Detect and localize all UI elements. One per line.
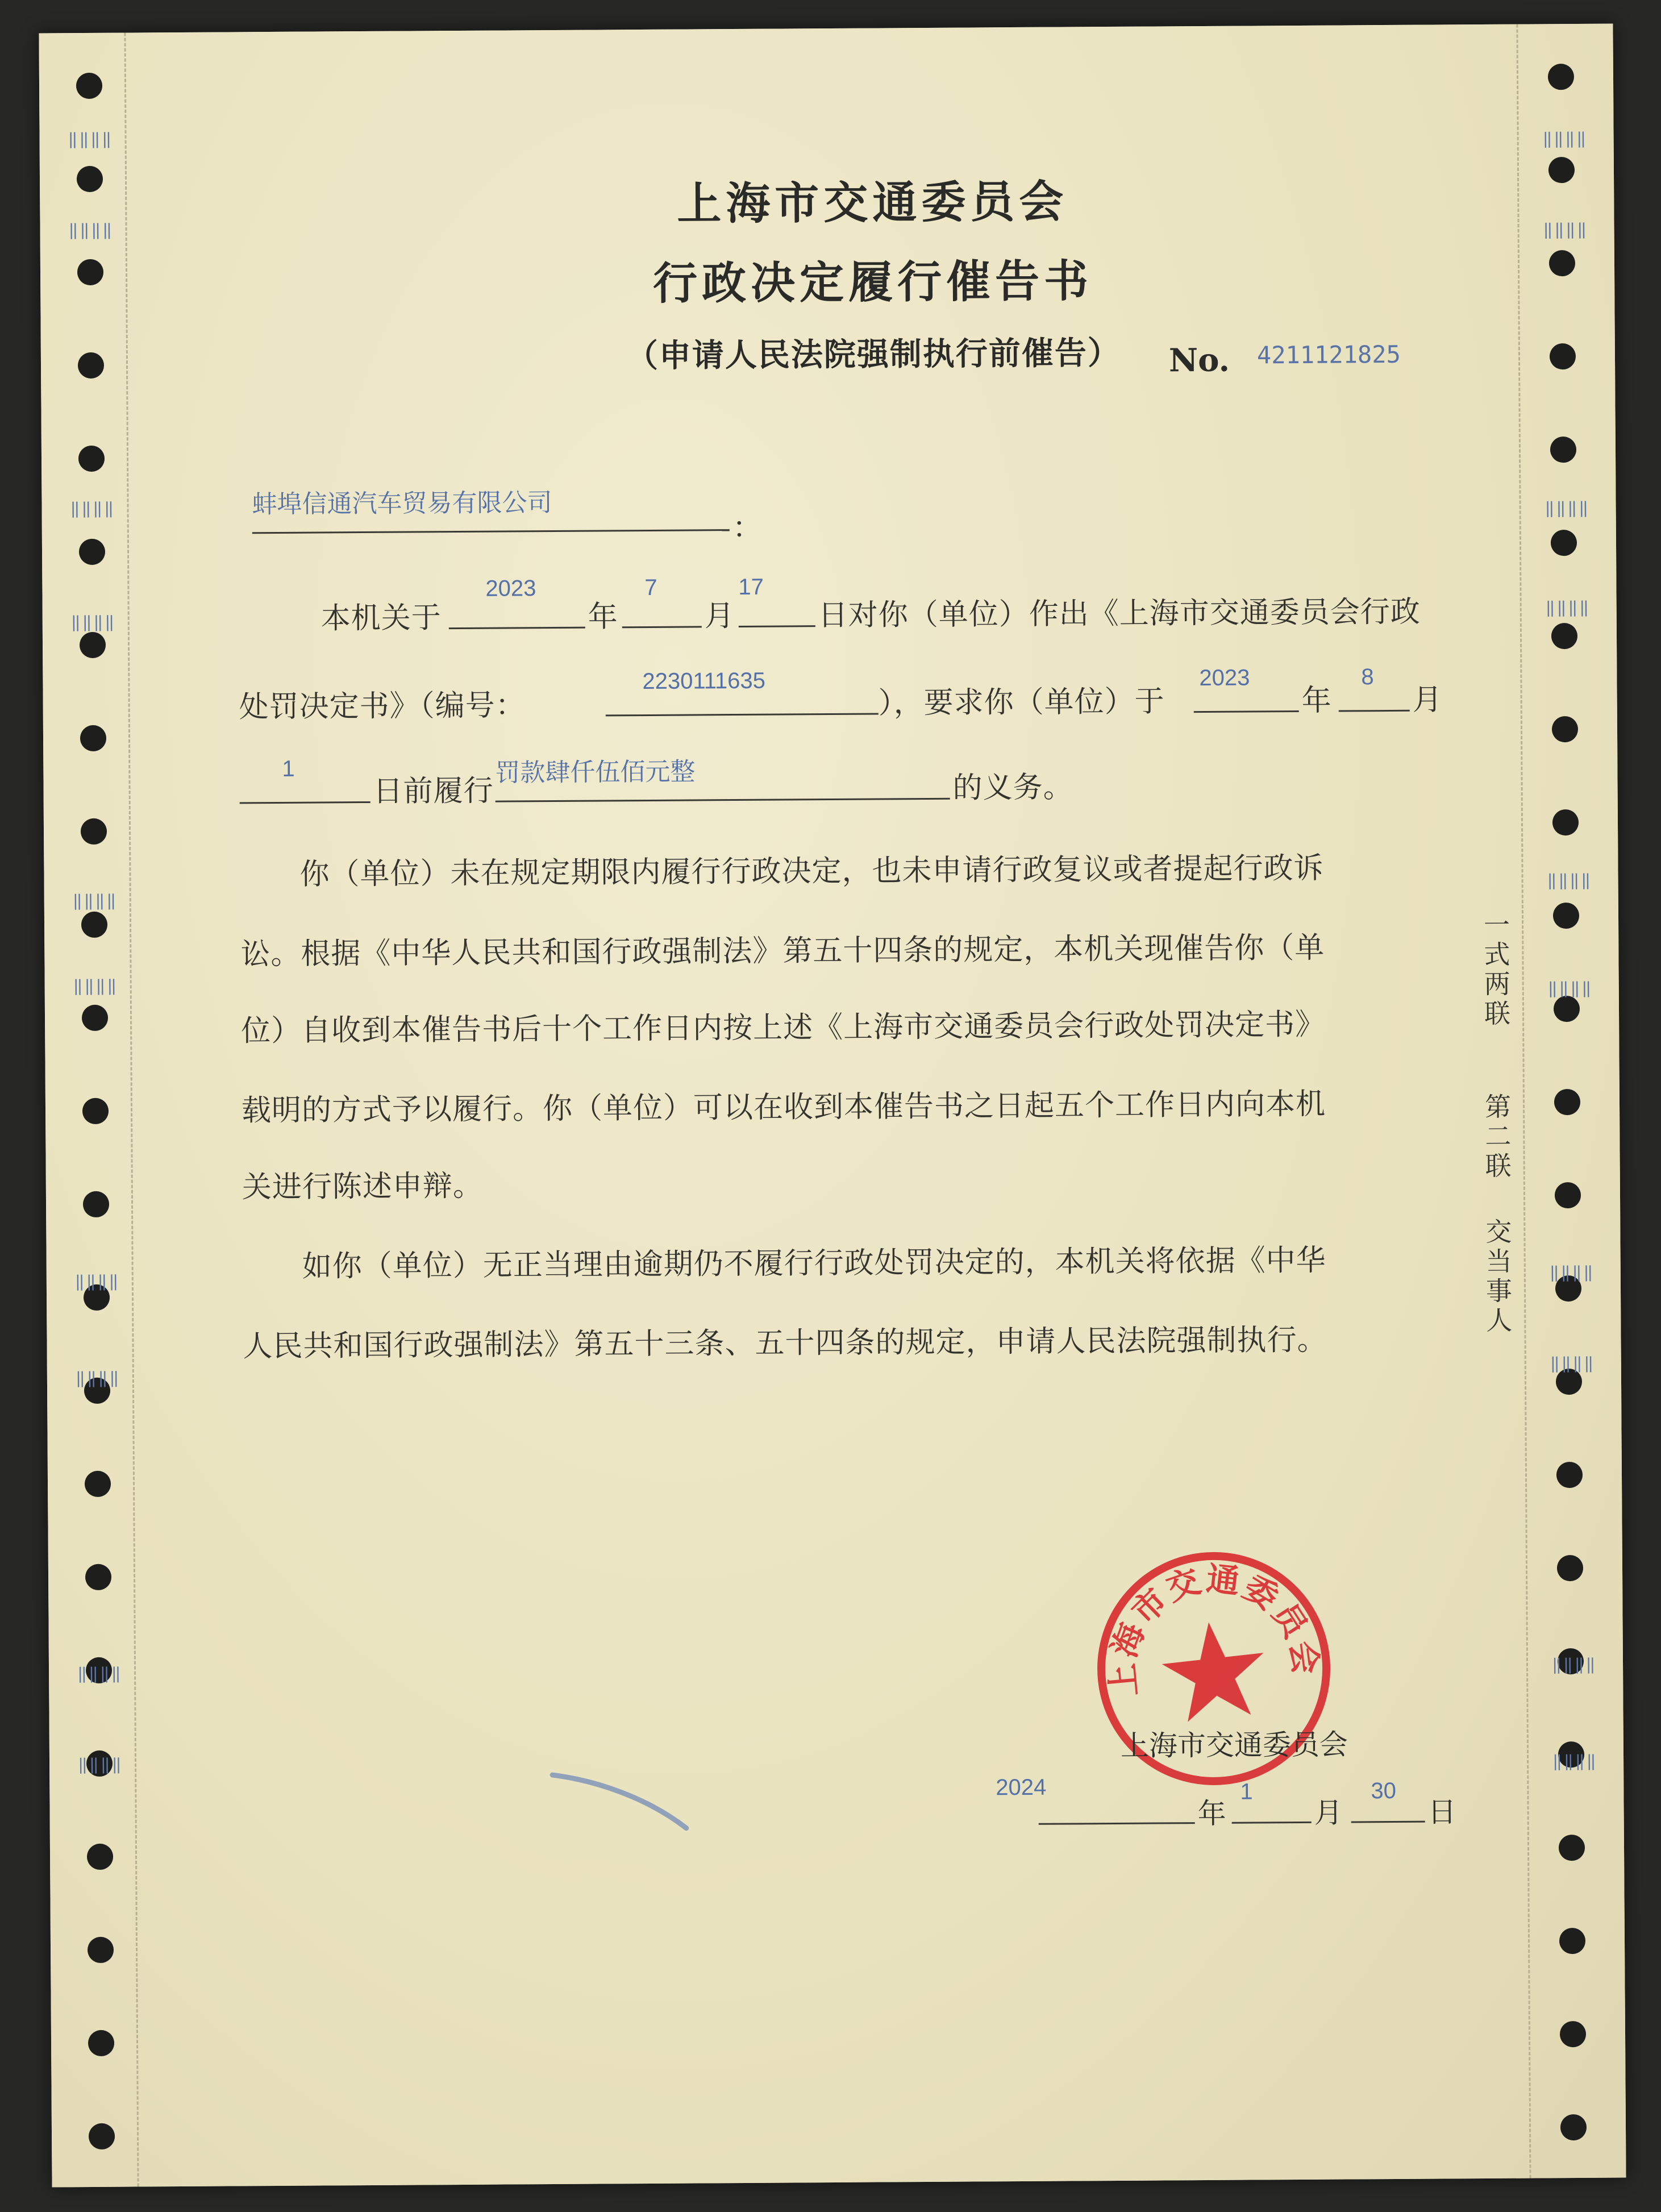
pen-mark bbox=[549, 1763, 692, 1832]
tractor-hole bbox=[1553, 903, 1579, 929]
tractor-hole bbox=[88, 1937, 114, 1963]
fill-underline bbox=[1039, 1822, 1195, 1825]
tractor-hole bbox=[1560, 2114, 1587, 2140]
case-number: 2230111635 bbox=[642, 668, 766, 695]
para2-line: 关进行陈述申辩。 bbox=[242, 1169, 484, 1205]
recipient-name: 蚌埠信通汽车贸易有限公司 bbox=[252, 488, 552, 519]
year-char: 年 bbox=[588, 600, 618, 634]
tractor-hole bbox=[78, 446, 105, 472]
tractor-hole bbox=[76, 73, 102, 99]
document-sheet bbox=[39, 24, 1626, 2188]
edge-print-mark: ‖‖‖‖ bbox=[72, 891, 118, 910]
tractor-hole bbox=[87, 1844, 113, 1870]
fill-underline bbox=[1232, 1822, 1312, 1824]
tractor-hole bbox=[82, 1005, 108, 1031]
decision-month: 7 bbox=[644, 575, 657, 601]
obligation-amount: 罚款肆仟伍佰元整 bbox=[495, 757, 696, 788]
tractor-hole bbox=[1555, 1182, 1581, 1208]
para1-text: 本机关于 bbox=[320, 601, 442, 636]
tractor-hole bbox=[1560, 2021, 1586, 2047]
para2-line: 你（单位）未在规定期限内履行行政决定，也未申请行政复议或者提起行政诉 bbox=[299, 851, 1324, 892]
edge-print-mark: ‖‖‖‖ bbox=[1543, 219, 1589, 239]
fill-underline bbox=[1339, 710, 1410, 712]
edge-print-mark: ‖‖‖‖ bbox=[1547, 978, 1593, 998]
tractor-hole bbox=[1559, 1928, 1585, 1954]
issuer-signature: 上海市交通委员会 bbox=[1120, 1728, 1348, 1762]
edge-print-mark: ‖‖‖‖ bbox=[1549, 1262, 1595, 1282]
para1-text: 日前履行 bbox=[373, 774, 494, 809]
recipient-colon: ： bbox=[732, 510, 763, 546]
edge-print-mark: ‖‖‖‖ bbox=[1542, 128, 1588, 148]
document-title: 行政决定履行催告书 bbox=[652, 255, 1093, 310]
fill-underline bbox=[606, 713, 879, 716]
document-subtitle: （申请人民法院强制执行前催告） bbox=[626, 334, 1121, 375]
para1-text: 的义务。 bbox=[952, 770, 1073, 805]
tractor-hole bbox=[1559, 1835, 1585, 1861]
para1-text: ），要求你（单位）于 bbox=[878, 684, 1165, 721]
issuer-heading: 上海市交通委员会 bbox=[677, 176, 1068, 230]
edge-print-mark: ‖‖‖‖ bbox=[75, 1368, 121, 1388]
para3-line: 如你（单位）无正当理由逾期仍不履行行政处罚决定的，本机关将依据《中华 bbox=[302, 1243, 1326, 1284]
edge-print-mark: ‖‖‖‖ bbox=[1552, 1751, 1598, 1771]
fill-underline bbox=[449, 627, 585, 629]
copy-number-note: 第二联 bbox=[1480, 1092, 1512, 1182]
copy-recipient-note: 交当事人 bbox=[1481, 1217, 1513, 1337]
year-char: 年 bbox=[1197, 1797, 1226, 1831]
sign-day: 30 bbox=[1371, 1778, 1397, 1804]
edge-print-mark: ‖‖‖‖ bbox=[77, 1754, 123, 1774]
fill-underline bbox=[1351, 1821, 1425, 1823]
tractor-hole bbox=[82, 1098, 109, 1124]
edge-print-mark: ‖‖‖‖ bbox=[70, 612, 116, 632]
seal-text: 上海市交通委员会 bbox=[1102, 1558, 1326, 1698]
month-char: 月 bbox=[704, 599, 735, 634]
tractor-hole bbox=[1552, 809, 1579, 835]
serial-no-label: No. bbox=[1168, 341, 1230, 380]
decision-day: 17 bbox=[738, 574, 764, 600]
fill-underline bbox=[240, 801, 371, 804]
year-char: 年 bbox=[1301, 683, 1332, 718]
star-icon bbox=[1158, 1616, 1271, 1724]
para1-text: 处罚决定书》（编号： bbox=[239, 688, 526, 725]
tractor-hole bbox=[80, 632, 106, 658]
para2-line: 载明的方式予以履行。你（单位）可以在收到本催告书之日起五个工作日内向本机 bbox=[241, 1087, 1326, 1128]
tractor-hole bbox=[81, 912, 107, 938]
tractor-hole bbox=[89, 2123, 115, 2149]
due-month: 8 bbox=[1361, 664, 1374, 690]
serial-no-value: 4211121825 bbox=[1256, 340, 1401, 369]
tractor-hole bbox=[83, 1191, 109, 1217]
edge-print-mark: ‖‖‖‖ bbox=[70, 498, 116, 518]
tractor-hole bbox=[1548, 64, 1574, 90]
tractor-hole bbox=[1554, 996, 1580, 1022]
tractor-hole bbox=[81, 818, 107, 845]
edge-print-mark: ‖‖‖‖ bbox=[1545, 597, 1591, 617]
tractor-hole bbox=[85, 1471, 111, 1497]
tractor-hole bbox=[80, 725, 106, 751]
edge-print-mark: ‖‖‖‖ bbox=[1547, 870, 1593, 890]
due-year: 2023 bbox=[1199, 665, 1250, 691]
edge-print-mark: ‖‖‖‖ bbox=[68, 220, 114, 240]
edge-print-mark: ‖‖‖‖ bbox=[74, 1271, 120, 1291]
month-char: 月 bbox=[1412, 683, 1443, 717]
sign-year: 2024 bbox=[996, 1774, 1047, 1801]
copy-count-note: 一式两联 bbox=[1479, 910, 1512, 1030]
para3-line: 人民共和国行政强制法》第五十三条、五十四条的规定，申请人民法院强制执行。 bbox=[243, 1323, 1327, 1364]
tractor-hole bbox=[88, 2030, 114, 2056]
left-tractor-holes bbox=[39, 24, 1613, 34]
edge-print-mark: ‖‖‖‖ bbox=[68, 129, 114, 149]
fill-underline bbox=[622, 626, 702, 628]
tractor-hole bbox=[1556, 1462, 1583, 1488]
due-day: 1 bbox=[282, 756, 295, 781]
month-char: 月 bbox=[1314, 1796, 1343, 1830]
edge-print-mark: ‖‖‖‖ bbox=[1550, 1353, 1596, 1373]
day-char: 日 bbox=[1427, 1795, 1456, 1829]
fill-underline bbox=[739, 625, 815, 627]
fill-underline bbox=[496, 798, 950, 803]
edge-print-mark: ‖‖‖‖ bbox=[1551, 1654, 1597, 1674]
para1-text: 日对你（单位）作出《上海市交通委员会行政 bbox=[818, 594, 1421, 633]
fill-underline bbox=[1194, 710, 1299, 713]
tractor-hole bbox=[1554, 1089, 1580, 1115]
tractor-hole bbox=[1557, 1555, 1583, 1581]
sign-month: 1 bbox=[1240, 1779, 1253, 1804]
recipient-underline bbox=[252, 529, 730, 534]
para2-line: 位）自收到本催告书后十个工作日内按上述《上海市交通委员会行政处罚决定书》 bbox=[240, 1007, 1326, 1049]
edge-print-mark: ‖‖‖‖ bbox=[1545, 498, 1591, 518]
decision-year: 2023 bbox=[485, 576, 536, 601]
para2-line: 讼。根据《中华人民共和国行政强制法》第五十四条的规定，本机关现催告你（单 bbox=[240, 930, 1325, 972]
tractor-hole bbox=[79, 539, 105, 565]
tractor-hole bbox=[1551, 530, 1577, 556]
tractor-hole bbox=[1550, 436, 1576, 463]
tractor-hole bbox=[1551, 623, 1577, 649]
edge-print-mark: ‖‖‖‖ bbox=[77, 1664, 123, 1683]
tractor-hole bbox=[1552, 716, 1578, 742]
edge-print-mark: ‖‖‖‖ bbox=[73, 976, 119, 996]
tractor-hole bbox=[85, 1564, 111, 1590]
right-tractor-holes bbox=[39, 24, 1613, 34]
